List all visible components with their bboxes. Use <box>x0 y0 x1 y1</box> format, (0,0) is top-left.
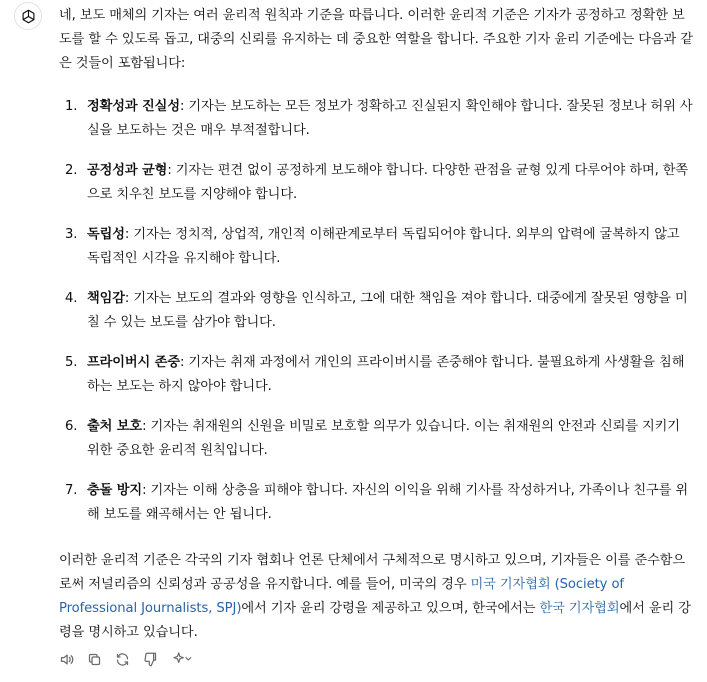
message-intro: 네, 보도 매체의 기자는 여러 윤리적 원칙과 기준을 따릅니다. 이러한 윤리적 기준은 기자가 공정하고 정확한 보도를 할 수 있도록 돕고, 대중의 신뢰를 유지하는 데 중요한 역할을 합니다. 주요한 기자 윤리 기준에는 다음과 같은 것들이 포함됩니다: <box>59 8 693 71</box>
list-item-title: 출처 보호 <box>87 419 143 434</box>
spj-link[interactable]: 미국 기자협회 (Society of Professional Journalists, SPJ) <box>59 577 624 616</box>
outro-text: 이러한 윤리적 기준은 각국의 기자 협회나 언론 단체에서 구체적으로 명시하고 있으며, 기자들은 이를 준수함으로써 저널리즘의 신뢰성과 공공성을 유지합니다. 예를 들어, 미국의 경우 <box>59 553 686 592</box>
thumbs-down-icon <box>143 652 158 667</box>
outro-text: 에서 윤리 강령을 명시하고 있습니다. <box>59 601 691 640</box>
list-item-text: : 기자는 보도하는 모든 정보가 정확하고 진실된지 확인해야 합니다. 잘못된 정보나 허위 사실을 보도하는 것은 매우 부적절합니다. <box>87 99 693 138</box>
list-item-text: : 기자는 정치적, 상업적, 개인적 이해관계로부터 독립되어야 합니다. 외부의 압력에 굴복하지 않고 독립적인 시각을 유지해야 합니다. <box>87 227 680 266</box>
read-aloud-button[interactable] <box>57 650 75 668</box>
list-item-text: : 기자는 취재 과정에서 개인의 프라이버시를 존중해야 합니다. 불필요하게 사생활을 침해하는 보도는 하지 않아야 합니다. <box>87 355 685 394</box>
list-number: 7. <box>65 483 78 498</box>
list-number: 4. <box>65 291 78 306</box>
list-item-text: : 기자는 취재원의 신원을 비밀로 보호할 의무가 있습니다. 이는 취재원의 안전과 신뢰를 지키기 위한 중요한 윤리적 원칙입니다. <box>87 419 680 458</box>
list-item <box>59 223 695 271</box>
assistant-avatar <box>14 2 42 30</box>
switch-model-button[interactable] <box>169 650 195 668</box>
jak-link[interactable]: 한국 기자협회 <box>539 601 620 616</box>
list-item <box>59 95 695 143</box>
copy-icon <box>87 652 102 667</box>
list-item <box>59 415 695 463</box>
list-item-title: 책임감 <box>87 291 125 306</box>
list-item-title: 독립성 <box>87 227 125 242</box>
openai-logo-icon <box>20 8 37 25</box>
list-item-title: 공정성과 균형 <box>87 163 168 178</box>
list-number: 2. <box>65 163 78 178</box>
list-item-title: 충돌 방지 <box>87 483 143 498</box>
list-item-text: : 기자는 편견 없이 공정하게 보도해야 합니다. 다양한 관점을 균형 있게 다루어야 하며, 한쪽으로 치우친 보도를 지양해야 합니다. <box>87 163 689 202</box>
copy-button[interactable] <box>85 650 103 668</box>
list-number: 5. <box>65 355 78 370</box>
message-outro <box>59 549 695 645</box>
list-item <box>59 159 695 207</box>
list-item <box>59 351 695 399</box>
list-item-text: : 기자는 보도의 결과와 영향을 인식하고, 그에 대한 책임을 져야 합니다. 대중에게 잘못된 영향을 미칠 수 있는 보도를 삼가야 합니다. <box>87 291 688 330</box>
ethics-list <box>59 95 695 527</box>
regenerate-button[interactable] <box>113 650 131 668</box>
list-number: 1. <box>65 99 78 114</box>
regenerate-icon <box>115 652 130 667</box>
list-item-text: : 기자는 이해 상충을 피해야 합니다. 자신의 이익을 위해 기사를 작성하거나, 가족이나 친구를 위해 보도를 왜곡해서는 안 됩니다. <box>87 483 689 522</box>
thumbs-down-button[interactable] <box>141 650 159 668</box>
assistant-message <box>59 4 695 645</box>
list-item <box>59 479 695 527</box>
list-number: 6. <box>65 419 78 434</box>
outro-text: 에서 기자 윤리 강령을 제공하고 있으며, 한국에서는 <box>241 601 540 616</box>
speaker-icon <box>59 652 74 667</box>
message-actions <box>57 650 195 668</box>
list-item <box>59 287 695 335</box>
sparkle-model-icon <box>171 651 193 667</box>
list-number: 3. <box>65 227 78 242</box>
list-item-title: 프라이버시 존중 <box>87 355 180 370</box>
list-item-title: 정확성과 진실성 <box>87 99 180 114</box>
